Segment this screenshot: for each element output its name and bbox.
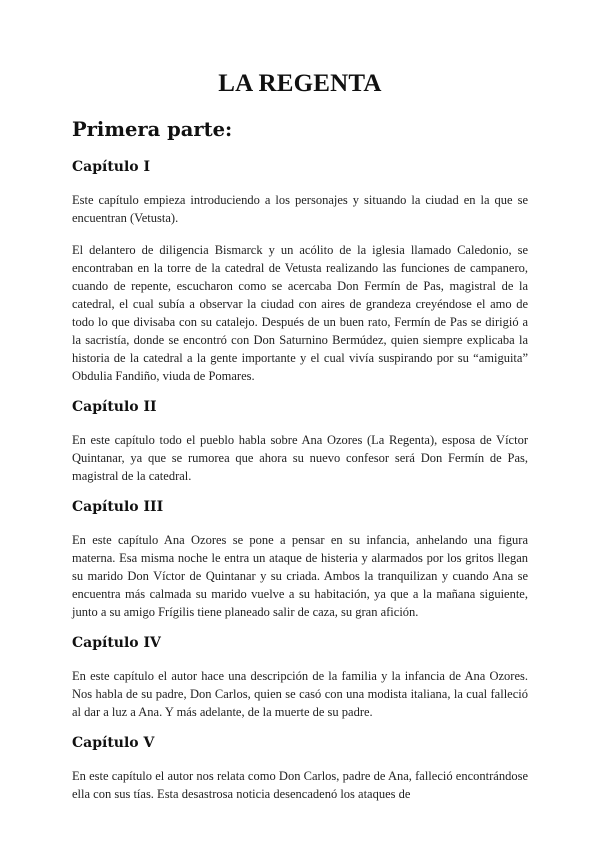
chapter-4: [72, 635, 528, 721]
chapter-heading: Capítulo IV: [72, 635, 161, 651]
chapter-heading: Capítulo I: [72, 159, 151, 175]
chapter-1: [72, 159, 528, 385]
chapter-paragraph: En este capítulo Ana Ozores se pone a pensar en su infancia, anhelando una figura materna. Esa misma noche le entra un ataque de histeria y alarmados por los gritos llegan su marido Don Víctor de Quintanar y su criada. Ambos la tranquilizan y cuando Ana se encuentra más calmada su marido vuelve a su habitación, ya que a la mañana siguiente, junto a su amigo Frígilis tiene planeado salir de caza, su gran afición.: [72, 533, 528, 619]
chapter-paragraph: Este capítulo empieza introduciendo a los personajes y situando la ciudad en la que se encuentran (Vetusta).: [72, 193, 528, 225]
chapter-heading: Capítulo V: [72, 735, 155, 751]
chapter-paragraph: El delantero de diligencia Bismarck y un acólito de la iglesia llamado Caledonio, se encontraban en la torre de la catedral de Vetusta realizando las funciones de campanero, cuando de repente, escucharon como se acercaba Don Fermín de Pas, magistral de la catedral, el cual subía a observar la ciudad con aires de grandeza creyéndose el amo de todo lo que divisaba con su catalejo. Después de un buen rato, Fermín de Pas se dirigió a la sacristía, donde se encontró con Don Saturnino Bermúdez, quien siempre explicaba la historia de la catedral a la gente importante y el cual vivía suspirando por su “amiguita” Obdulia Fandiño, viuda de Pomares.: [72, 243, 528, 383]
document-title: LA REGENTA: [218, 70, 382, 97]
chapter-5: [72, 735, 528, 803]
chapter-paragraph: En este capítulo el autor nos relata como Don Carlos, padre de Ana, falleció encontrándose ella con sus tías. Esta desastrosa noticia desencadenó los ataques de: [72, 769, 528, 801]
part-heading: Primera parte:: [72, 118, 233, 141]
chapter-heading: Capítulo III: [72, 499, 164, 515]
document-page: [72, 70, 528, 817]
chapter-2: [72, 399, 528, 485]
chapter-3: [72, 499, 528, 621]
chapter-paragraph: En este capítulo todo el pueblo habla sobre Ana Ozores (La Regenta), esposa de Víctor Quintanar, ya que se rumorea que ahora su nuevo confesor será Don Fermín de Pas, magistral de la catedral.: [72, 433, 528, 483]
chapter-heading: Capítulo II: [72, 399, 157, 415]
chapter-paragraph: En este capítulo el autor hace una descripción de la familia y la infancia de Ana Ozores. Nos habla de su padre, Don Carlos, quien se casó con una modista italiana, la cual falleció al dar a luz a Ana. Y más adelante, de la muerte de su padre.: [72, 669, 528, 719]
